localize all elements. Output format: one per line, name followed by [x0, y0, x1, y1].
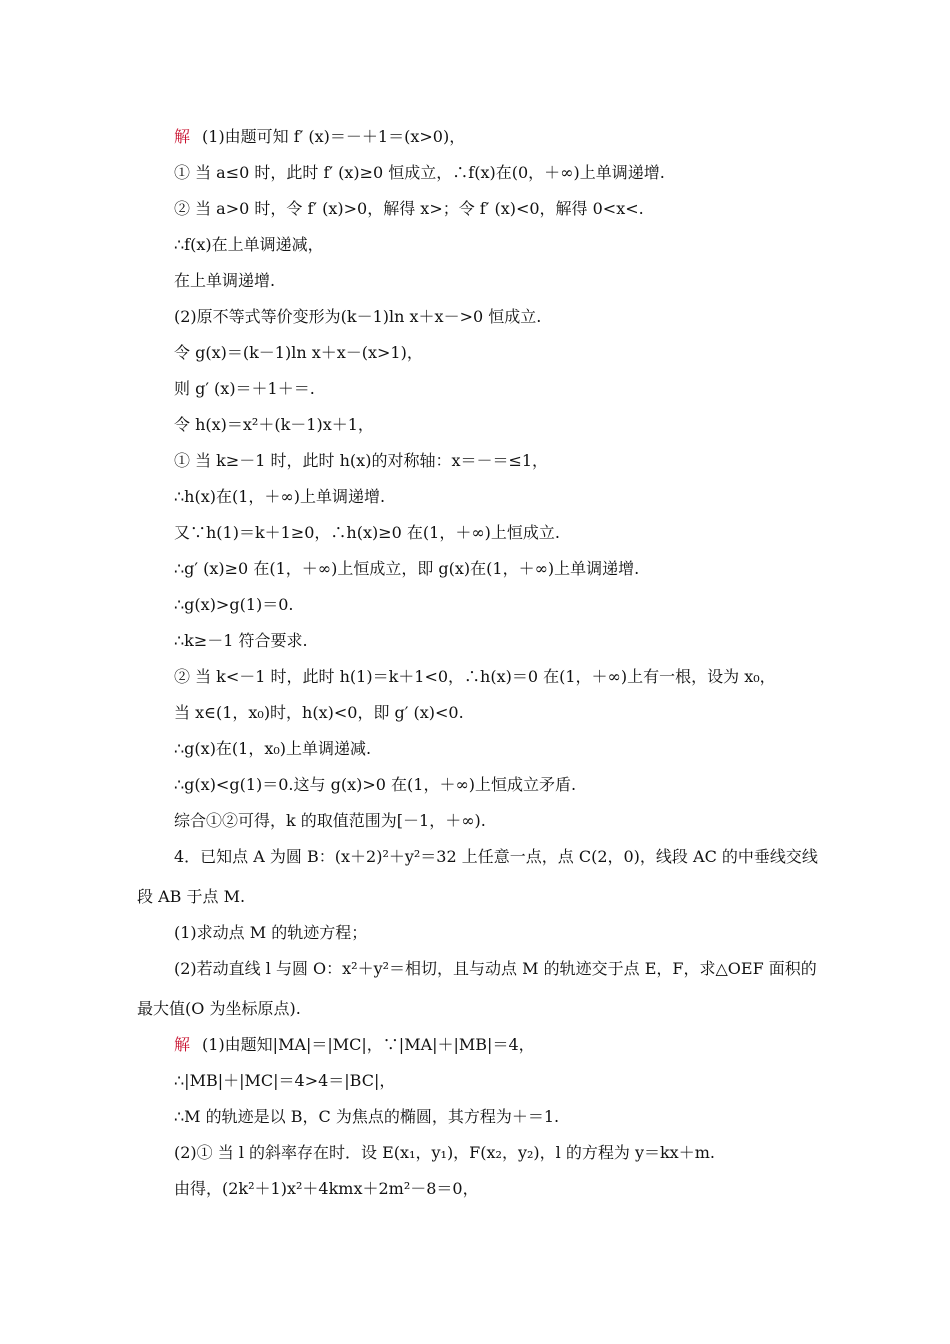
text-line: (2)原不等式等价变形为(k－1)ln x＋x－>0 恒成立.	[174, 307, 542, 326]
text-line: 又∵h(1)＝k＋1≥0，∴h(x)≥0 在(1，＋∞)上恒成立.	[174, 523, 560, 542]
text-line: ∴|MB|＋|MC|＝4>4＝|BC|，	[174, 1071, 396, 1090]
text-line: ∴h(x)在(1，＋∞)上单调递增.	[174, 487, 386, 506]
text-line: 最大值(O 为坐标原点).	[137, 999, 301, 1018]
text-line: ① 当 k≥－1 时，此时 h(x)的对称轴：x＝－＝≤1，	[174, 451, 549, 470]
text-line: ① 当 a≤0 时，此时 f′ (x)≥0 恒成立，∴f(x)在(0，＋∞)上单调递增.	[174, 163, 665, 182]
line-text: (1)由题可知 f′ (x)＝－＋1＝(x>0)，	[202, 127, 466, 146]
text-line: ∴g(x)>g(1)＝0.	[174, 595, 294, 614]
text-line: (2)① 当 l 的斜率存在时．设 E(x₁，y₁)，F(x₂，y₂)，l 的方程为 y＝kx＋m.	[174, 1143, 715, 1162]
text-line: ∴k≥－1 符合要求.	[174, 631, 308, 650]
line-text: (1)由题知|MA|＝|MC|，∵|MA|＋|MB|＝4，	[202, 1035, 535, 1054]
text-line: 在上单调递增.	[174, 271, 276, 290]
text-line: ∴g′ (x)≥0 在(1，＋∞)上恒成立，即 g(x)在(1，＋∞)上单调递增.	[174, 559, 640, 578]
text-line: (2)若动直线 l 与圆 O：x²＋y²＝相切，且与动点 M 的轨迹交于点 E，F，求△OEF 面积的	[174, 959, 817, 978]
solution-tag: 解	[174, 127, 191, 146]
text-line: 令 g(x)＝(k－1)ln x＋x－(x>1)，	[174, 343, 423, 362]
solution-line	[174, 127, 465, 147]
text-line: ∴M 的轨迹是以 B，C 为焦点的椭圆，其方程为＋＝1.	[174, 1107, 560, 1126]
text-line: 令 h(x)＝x²＋(k－1)x＋1，	[174, 415, 374, 434]
text-line: 由得，(2k²＋1)x²＋4kmx＋2m²－8＝0，	[174, 1179, 479, 1198]
solution-line	[174, 1035, 535, 1055]
text-line: 则 g′ (x)＝＋1＋＝.	[174, 379, 315, 398]
text-line: ∴g(x)<g(1)＝0.这与 g(x)>0 在(1，＋∞)上恒成立矛盾.	[174, 775, 577, 794]
problem-line: 4．已知点 A 为圆 B：(x＋2)²＋y²＝32 上任意一点，点 C(2，0)，线段 AC 的中垂线交线	[174, 847, 818, 866]
text-line: ② 当 a>0 时，令 f′ (x)>0，解得 x>；令 f′ (x)<0，解得 0<x<.	[174, 199, 644, 218]
text-line: 当 x∈(1，x₀)时，h(x)<0，即 g′ (x)<0.	[174, 703, 464, 722]
text-line: ∴g(x)在(1，x₀)上单调递减.	[174, 739, 372, 758]
solution-tag: 解	[174, 1035, 191, 1054]
text-line: ∴f(x)在上单调递减，	[174, 235, 324, 254]
text-line: (1)求动点 M 的轨迹方程；	[174, 923, 368, 942]
text-line: 综合①②可得，k 的取值范围为[－1，＋∞).	[174, 811, 486, 830]
problem-line: 段 AB 于点 M.	[137, 887, 246, 906]
text-line: ② 当 k<－1 时，此时 h(1)＝k＋1<0，∴h(x)＝0 在(1，＋∞)上有一根，设为 x₀，	[174, 667, 776, 686]
